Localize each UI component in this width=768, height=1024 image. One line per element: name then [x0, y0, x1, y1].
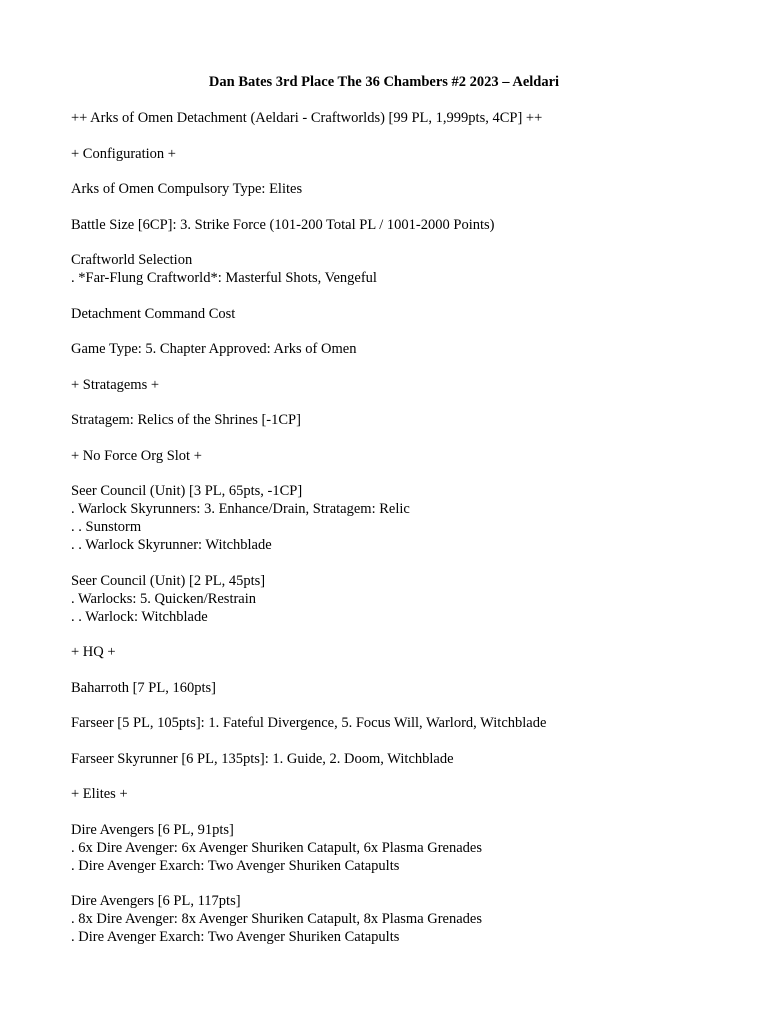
text-line: . *Far-Flung Craftworld*: Masterful Shots, Vengeful: [71, 270, 377, 286]
text-line: Seer Council (Unit) [2 PL, 45pts]: [71, 572, 266, 589]
text-line: . . Warlock Skyrunner: Witchblade: [71, 537, 272, 553]
text-line: Detachment Command Cost: [71, 305, 236, 322]
text-line: Arks of Omen Compulsory Type: Elites: [71, 181, 303, 197]
text-line: . . Sunstorm: [71, 519, 142, 535]
text-line: + Elites +: [71, 786, 128, 802]
text-line: . 8x Dire Avenger: 8x Avenger Shuriken Catapult, 8x Plasma Grenades: [71, 911, 483, 927]
document-body: [71, 109, 751, 964]
text-line: . Dire Avenger Exarch: Two Avenger Shuriken Catapults: [71, 857, 400, 874]
text-line: Farseer Skyrunner [6 PL, 135pts]: 1. Guide, 2. Doom, Witchblade: [71, 750, 454, 767]
text-line: + No Force Org Slot +: [71, 447, 202, 464]
paragraph: [71, 145, 751, 163]
text-line: ++ Arks of Omen Detachment (Aeldari - Craftworlds) [99 PL, 1,999pts, 4CP] ++: [71, 110, 543, 126]
paragraph: [71, 643, 751, 661]
text-line: . 6x Dire Avenger: 6x Avenger Shuriken Catapult, 6x Plasma Grenades: [71, 839, 483, 856]
paragraph: [71, 109, 751, 127]
paragraph: [71, 376, 751, 394]
paragraph: [71, 750, 751, 768]
paragraph: [71, 340, 751, 358]
text-line: . Warlocks: 5. Quicken/Restrain: [71, 590, 257, 607]
text-line: Dire Avengers [6 PL, 117pts]: [71, 893, 241, 909]
paragraph: [71, 892, 751, 946]
document-title: Dan Bates 3rd Place The 36 Chambers #2 2023 – Aeldari: [208, 74, 560, 90]
paragraph: [71, 251, 751, 287]
text-line: Craftworld Selection: [71, 252, 193, 268]
text-line: . . Warlock: Witchblade: [71, 608, 208, 625]
text-line: . Warlock Skyrunners: 3. Enhance/Drain, Stratagem: Relic: [71, 501, 410, 517]
text-line: Dire Avengers [6 PL, 91pts]: [71, 821, 234, 838]
paragraph: [71, 180, 751, 198]
text-line: + HQ +: [71, 644, 116, 660]
paragraph: [71, 482, 751, 554]
text-line: . Dire Avenger Exarch: Two Avenger Shuriken Catapults: [71, 929, 400, 945]
text-line: Battle Size [6CP]: 3. Strike Force (101-200 Total PL / 1001-2000 Points): [71, 216, 495, 233]
text-line: + Stratagems +: [71, 376, 160, 393]
text-line: Seer Council (Unit) [3 PL, 65pts, -1CP]: [71, 483, 303, 499]
text-line: Stratagem: Relics of the Shrines [-1CP]: [71, 412, 301, 428]
paragraph: [71, 305, 751, 323]
paragraph: [71, 821, 751, 875]
paragraph: [71, 572, 751, 626]
paragraph: [71, 679, 751, 697]
paragraph: [71, 714, 751, 732]
paragraph: [71, 216, 751, 234]
text-line: + Configuration +: [71, 145, 176, 162]
text-line: Farseer [5 PL, 105pts]: 1. Fateful Divergence, 5. Focus Will, Warlord, Witchblade: [71, 715, 547, 731]
paragraph: [71, 785, 751, 803]
paragraph: [71, 447, 751, 465]
text-line: Baharroth [7 PL, 160pts]: [71, 679, 216, 696]
paragraph: [71, 411, 751, 429]
text-line: Game Type: 5. Chapter Approved: Arks of Omen: [71, 341, 357, 357]
